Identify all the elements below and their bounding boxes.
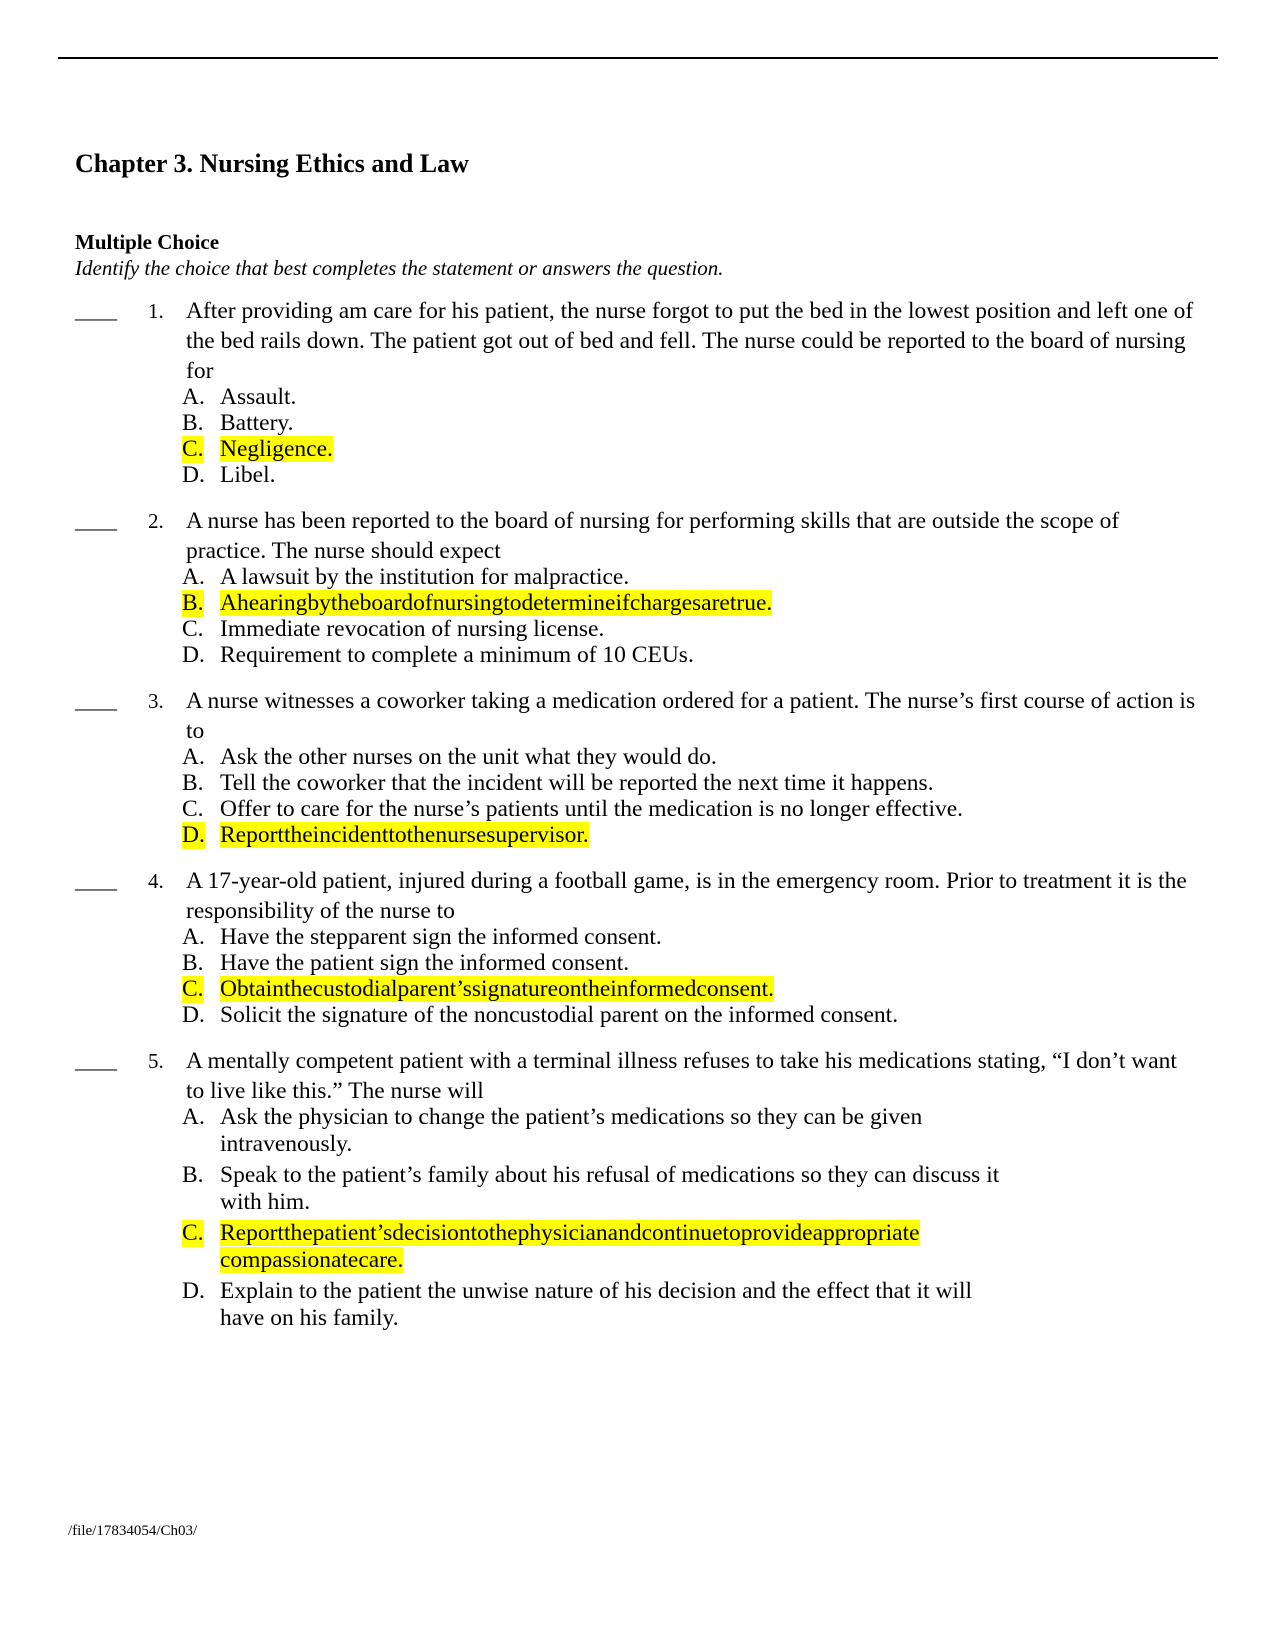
choice-letter: B. xyxy=(182,770,204,796)
answer-blank: ____ xyxy=(75,299,117,323)
question-stem: A nurse witnesses a coworker taking a medication ordered for a patient. The nurse’s first course of action is to xyxy=(186,688,1196,744)
choice-text: Requirement to complete a minimum of 10 CEUs. xyxy=(220,642,694,668)
choice-letter: D. xyxy=(182,1002,205,1028)
choice-letter: C. xyxy=(182,976,204,1002)
question-stem: A mentally competent patient with a terminal illness refuses to take his medications stating, “I don’t want to live like this.” The nurse will xyxy=(186,1048,1177,1104)
choice-text: Assault. xyxy=(220,384,297,410)
choice-text: Reportthepatient’sdecisiontothephysicianandcontinuetoprovideappropriate compassionatecare. xyxy=(220,1220,920,1273)
choice-letter: A. xyxy=(182,384,205,410)
choice-text: Obtainthecustodialparent’ssignatureontheinformedconsent. xyxy=(220,976,775,1002)
question-number: 2. xyxy=(148,509,164,533)
choice-letter: C. xyxy=(182,616,204,642)
choice-letter: B. xyxy=(182,950,204,976)
choice-letter: D. xyxy=(182,462,205,488)
choice-text: Have the stepparent sign the informed consent. xyxy=(220,924,662,950)
question-number: 1. xyxy=(148,299,164,323)
choice-text: Immediate revocation of nursing license. xyxy=(220,616,605,642)
choice-letter: C. xyxy=(182,436,204,462)
choice-text: Ahearingbytheboardofnursingtodetermineifchargesaretrue. xyxy=(220,590,773,616)
choice-text: Explain to the patient the unwise nature of his decision and the effect that it will have on his family. xyxy=(220,1278,973,1331)
instructions: Identify the choice that best completes the statement or answers the question. xyxy=(75,256,724,280)
question-stem: A nurse has been reported to the board of nursing for performing skills that are outside the scope of practice. The nurse should expect xyxy=(186,508,1120,564)
choice-letter: B. xyxy=(182,410,204,436)
choice-text: Tell the coworker that the incident will be reported the next time it happens. xyxy=(220,770,934,796)
choice-text: Ask the other nurses on the unit what they would do. xyxy=(220,744,717,770)
choice-letter: B. xyxy=(182,590,204,616)
choice-text: Ask the physician to change the patient’s medications so they can be given intravenously. xyxy=(220,1104,923,1157)
choice-text: Speak to the patient’s family about his refusal of medications so they can discuss it with him. xyxy=(220,1162,1000,1215)
choice-letter: A. xyxy=(182,1104,205,1130)
choice-letter: A. xyxy=(182,564,205,590)
choice-letter: C. xyxy=(182,1220,204,1246)
question-number: 5. xyxy=(148,1049,164,1073)
choice-text: A lawsuit by the institution for malpractice. xyxy=(220,564,630,590)
choice-text: Libel. xyxy=(220,462,276,488)
choice-letter: D. xyxy=(182,822,205,848)
choice-letter: A. xyxy=(182,924,205,950)
page-title: Chapter 3. Nursing Ethics and Law xyxy=(75,149,469,178)
question-number: 4. xyxy=(148,869,164,893)
answer-blank: ____ xyxy=(75,1049,117,1073)
choice-text: Negligence. xyxy=(220,436,333,462)
question-number: 3. xyxy=(148,689,164,713)
choice-letter: D. xyxy=(182,1278,205,1304)
answer-blank: ____ xyxy=(75,689,117,713)
choice-text: Solicit the signature of the noncustodial parent on the informed consent. xyxy=(220,1002,899,1028)
choice-text: Offer to care for the nurse’s patients until the medication is no longer effective. xyxy=(220,796,964,822)
choice-text: Battery. xyxy=(220,410,294,436)
answer-blank: ____ xyxy=(75,869,117,893)
choice-text: Have the patient sign the informed consent. xyxy=(220,950,630,976)
question-stem: A 17-year-old patient, injured during a football game, is in the emergency room. Prior to treatment it is the responsibility of the nurse to xyxy=(186,868,1187,924)
top-rule xyxy=(58,57,1218,59)
choice-letter: A. xyxy=(182,744,205,770)
choice-letter: D. xyxy=(182,642,205,668)
footer-path: /file/17834054/Ch03/ xyxy=(68,1523,198,1539)
answer-blank: ____ xyxy=(75,509,117,533)
choice-text: Reporttheincidenttothenursesupervisor. xyxy=(220,822,589,848)
choice-letter: B. xyxy=(182,1162,204,1188)
question-stem: After providing am care for his patient, the nurse forgot to put the bed in the lowest position and left one of the bed rails down. The patient got out of bed and fell. The nurse could be reported to the board of nursing for xyxy=(186,298,1194,384)
section-title: Multiple Choice xyxy=(75,230,220,254)
choice-letter: C. xyxy=(182,796,204,822)
